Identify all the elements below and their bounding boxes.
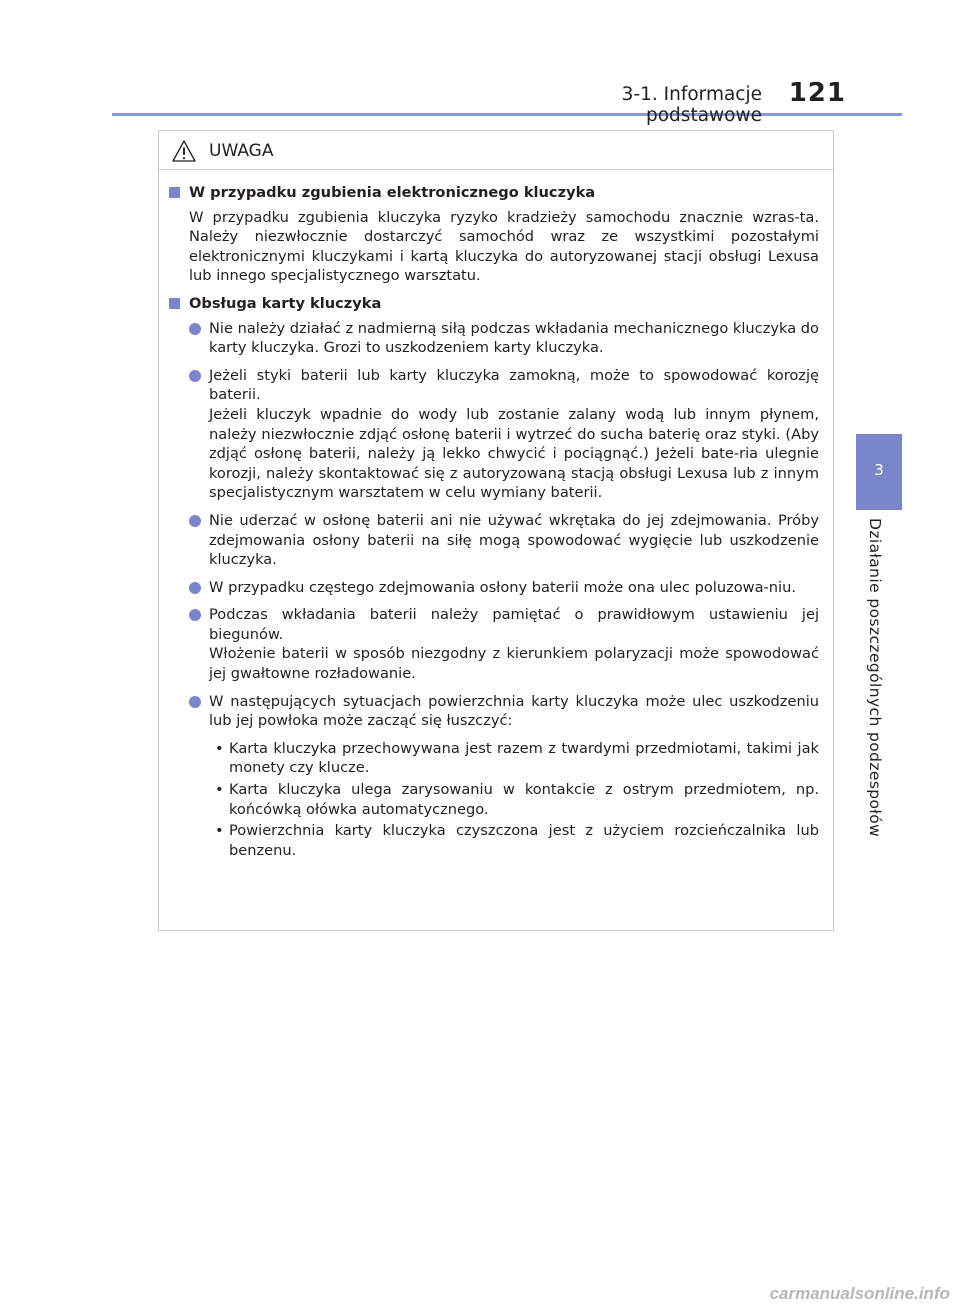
sub-list-item: • Karta kluczyka ulega zarysowaniu w kontakcie z ostrym przedmiotem, np. końcówką ołówka automatycznego. <box>215 781 819 818</box>
list-item: W przypadku częstego zdejmowania osłony baterii może ona ulec poluzowa-niu. <box>169 578 819 598</box>
square-bullet-icon <box>169 187 180 198</box>
circle-bullet-icon <box>189 582 201 594</box>
warning-title: UWAGA <box>209 141 274 161</box>
circle-bullet-icon <box>189 696 201 708</box>
list-item: Jeżeli styki baterii lub karty kluczyka zamokną, może to spowodować korozję baterii. Jeżeli kluczyk wpadnie do wody lub zostanie zalany wodą lub innym płynem, należy niezwłocznie zdjąć osłonę baterii i wytrzeć do sucha baterię oraz styki. (Aby zdjąć osłonę baterii, należy ją lekko chwycić i pociągnąć.) Jeżeli bate-ria ulegnie korozji, należy skontaktować się z autoryzowaną stacją obsługi Lexusa lub z innym specjalistycznym warsztatem w celu wymiany baterii. <box>169 366 819 503</box>
section-heading: W przypadku zgubienia elektronicznego kluczyka <box>169 183 819 203</box>
warning-content <box>169 183 819 860</box>
square-bullet-icon <box>169 298 180 309</box>
chapter-tab <box>856 434 902 510</box>
chapter-number: 3 <box>874 461 884 479</box>
list-item: Nie uderzać w osłonę baterii ani nie używać wkrętaka do jej zdejmowania. Próby zdejmowania osłony baterii na siłę mogą spowodować wygięcie lub uszkodzenie kluczyka. <box>169 511 819 570</box>
page-number: 121 <box>788 78 846 108</box>
circle-bullet-icon <box>189 609 201 621</box>
warning-box <box>158 130 834 931</box>
warning-triangle-icon <box>171 139 197 167</box>
list-item: Nie należy działać z nadmierną siłą podczas wkładania mechanicznego kluczyka do karty kluczyka. Grozi to uszkodzeniem karty kluczyka. <box>169 319 819 358</box>
small-bullet-icon: • <box>215 822 224 840</box>
circle-bullet-icon <box>189 323 201 335</box>
small-bullet-icon: • <box>215 781 224 799</box>
section-paragraph: W przypadku zgubienia kluczyka ryzyko kradzieży samochodu znacznie wzras-ta. Należy niezwłocznie dostarczyć samochód wraz ze wszystkimi pozostałymi elektronicznymi kluczykami i kartą kluczyka do autoryzowanej stacji obsługi Lexusa lub innego specjalistycznego warsztatu. <box>189 208 819 285</box>
circle-bullet-icon <box>189 515 201 527</box>
list-item: W następujących sytuacjach powierzchnia karty kluczyka może ulec uszkodzeniu lub jej powłoka może zacząć się łuszczyć: <box>169 692 819 731</box>
section-heading: Obsługa karty kluczyka <box>169 294 819 314</box>
list-item: Podczas wkładania baterii należy pamiętać o prawidłowym ustawieniu jej biegunów. Włożenie baterii w sposób niezgodny z kierunkiem polaryzacji może spowodować jej gwałtowne rozładowanie. <box>169 605 819 683</box>
section-title: 3-1. Informacje podstawowe <box>621 84 762 126</box>
sub-list-item: • Karta kluczyka przechowywana jest razem z twardymi przedmiotami, takimi jak monety czy klucze. <box>215 739 819 777</box>
small-bullet-icon: • <box>215 739 224 757</box>
warning-header <box>159 131 833 170</box>
chapter-title: Działanie poszczególnych podzespołów <box>866 518 884 838</box>
watermark: carmanualsonline.info <box>769 1284 950 1303</box>
circle-bullet-icon <box>189 370 201 382</box>
sub-list-item: • Powierzchnia karty kluczyka czyszczona jest z użyciem rozcieńczalnika lub benzenu. <box>215 822 819 859</box>
